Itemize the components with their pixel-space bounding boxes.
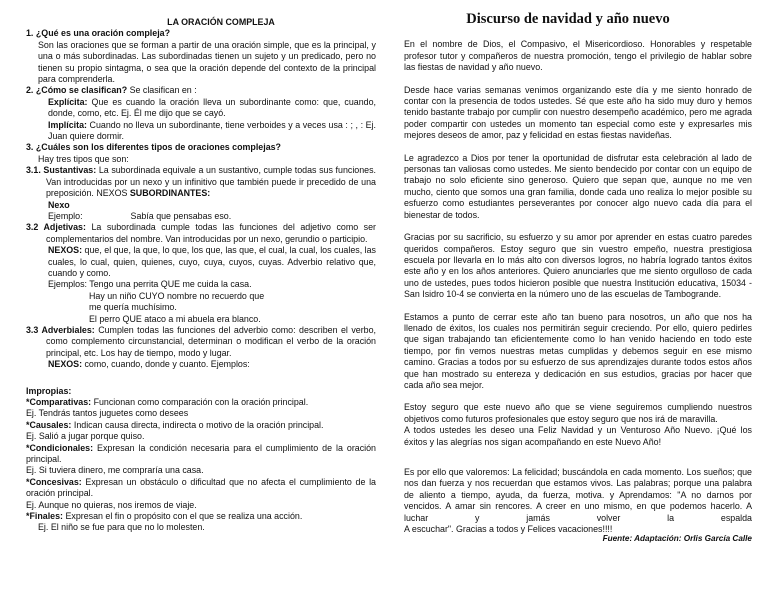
s31-bold: SUBORDINANTES: <box>129 188 211 199</box>
s32-nexos-text: que, el que, la que, lo que, los que, las que, el cual, la cual, los cuales, las cuales, lo cual, quien, quienes, cuyo, cuya, cuyos, cuyas. Adverbio relativo que, cuando y como. <box>48 245 376 278</box>
caus-text: Indican causa directa, indirecta o motivo de la oración principal. <box>71 419 324 430</box>
speech-paragraph-2: Desde hace varias semanas venimos organizando este día y me siento honrado de contar con la presencia de todos ustedes. Sé que este año ha sido muy duro y hemos tenido bastante trabajo por cumplir con nuestro desempeño académico, pero me agrada poder compartir con ustedes un momento tan especial como este y expresarles mis mejores deseos de amor, paz y felicidad en estas fiestas navideñas. <box>404 84 752 141</box>
comparativas <box>26 397 376 408</box>
right-column <box>404 0 752 545</box>
s32-nexos <box>26 245 376 279</box>
cond-label: *Condicionales: <box>26 442 94 453</box>
implicita <box>26 120 376 143</box>
ej32-3: me quería muchísimo. <box>89 302 177 313</box>
explicita <box>26 97 376 120</box>
fin-text: Expresan el fin o propósito con el que se realiza una acción. <box>63 511 303 522</box>
finales-example: Ej. El niño se fue para que no lo molesten. <box>38 522 205 533</box>
speech-paragraph-6: Estoy seguro que este nuevo año que se viene seguiremos cumpliendo nuestros objetivos como futuros profesionales que estoy seguro que nos irá de maravilla. <box>404 402 752 424</box>
s32-label: 3.2 Adjetivas: <box>26 222 86 233</box>
ejemplo-text: Sabía que pensabas eso. <box>130 210 232 221</box>
explicita-label: Explícita: <box>48 96 88 107</box>
implicita-label: Implícita: <box>48 119 87 130</box>
section-3-2 <box>26 222 376 245</box>
source-credit: Fuente: Adaptación: Orlis García Calle <box>602 534 752 544</box>
ejemplo-label: Ejemplo: <box>48 210 83 221</box>
q2-label: 2. ¿Cómo se clasifican? <box>26 85 128 96</box>
question-3: 3. ¿Cuáles son los diferentes tipos de oraciones complejas? <box>26 142 281 153</box>
speech-title: Discurso de navidad y año nuevo <box>466 11 670 27</box>
speech-paragraph-1: En el nombre de Dios, el Compasivo, el Misericordioso. Honorables y respetable profesor tutor y compañeros de nuestra promoción, tengo el privilegio de hablar sobre las fiestas de navidad y año nuevo. <box>404 39 752 73</box>
comparativas-example: Ej. Tendrás tantos juguetes como desees <box>26 408 189 419</box>
conc-text: Expresan un obstáculo o dificultad que no afecta el cumplimiento de la oración principal. <box>26 476 376 499</box>
causales-example: Ej. Salió a jugar porque quiso. <box>26 431 145 442</box>
s33-nexos-label: NEXOS: <box>48 359 83 370</box>
concesivas-example: Ej. Aunque no quieras, nos iremos de viaje. <box>26 499 197 510</box>
explicita-text: Que es cuando la oración lleva un subordinante como: que, cuando, donde, como, etc. Ej. Él me dijo que se cayó. <box>48 96 376 119</box>
fin-label: *Finales: <box>26 511 63 522</box>
s32-nexos-label: NEXOS: <box>48 245 83 256</box>
speech-paragraph-6b: A todos ustedes les deseo una Feliz Navidad y un Venturoso Año Nuevo. ¡Qué los éxitos y las alegrías nos sigan acompañando en este Nuevo Año! <box>404 425 752 447</box>
s33-nexos-text: como, cuando, donde y cuanto. Ejemplos: <box>82 359 250 370</box>
impropias-heading: Impropias: <box>26 385 72 396</box>
question-1: 1. ¿Qué es una oración compleja? <box>26 28 171 39</box>
condicionales-example: Ej. Si tuviera dinero, me compraría una casa. <box>26 465 204 476</box>
caus-label: *Causales: <box>26 419 72 430</box>
conc-label: *Concesivas: <box>26 476 82 487</box>
finales <box>26 511 376 522</box>
comp-text: Funcionan como comparación con la oración principal. <box>91 397 309 407</box>
s31-label: 3.1. Sustantivas: <box>26 165 97 176</box>
q2-tail: Se clasifican en : <box>127 85 197 96</box>
speech-closing-line: A escuchar". Gracias a todos y Felices vacaciones!!!! <box>404 524 613 535</box>
section-3-3 <box>26 325 376 359</box>
s33-nexos <box>26 359 376 370</box>
concesivas <box>26 477 376 500</box>
speech-paragraph-5: Estamos a punto de cerrar este año tan bueno para nosotros, un año que nos ha llenado de éxitos, los cuales nos permitirán seguir creciendo. Por ello, quiero pedirles que sigan trabajando tan eficientemente como lo han venido haciendo en todo este tiempo, por fin vemos nuestras metas cumplidas y debemos seguir en ese mismo camino. Gracias a todos por su esfuerzo de sus aprendizajes durante todos estos años que han mostrado su entereza y dedicación en sus estudios, gracias por hacer que cada año sea mejor. <box>404 311 752 390</box>
left-title: LA ORACIÓN COMPLEJA <box>167 17 275 27</box>
ej32-1: Ejemplos: Tengo una perrita QUE me cuida la casa. <box>48 279 252 290</box>
section-3-1 <box>26 165 376 199</box>
nexo-label: Nexo <box>48 199 70 210</box>
s33-label: 3.3 Adverbiales: <box>26 324 95 335</box>
causales <box>26 420 376 431</box>
cond-text: Expresan la condición necesaria para el cumplimiento de la oración principal. <box>26 442 376 465</box>
comp-label: *Comparativas: <box>26 397 92 407</box>
speech-paragraph-4: Gracias por su sacrificio, su esfuerzo y su amor por aprender en estas cuatro paredes queridos compañeros. Estoy seguro que sin vuestro empeño, nuestra prestigiosa escuela por llevarla en lo más alto con diversos logros, no habría logrado tantos éxitos este año y en los años anteriores. Quiero anunciarles que me siento orgulloso de cada uno de ustedes, pues todos hicieron posible que nuestra Institución educativa, 15034 - San Isidro 10-4 se convierta en la número uno de las escuelas de Tambogrande. <box>404 232 752 300</box>
speech-paragraph-3: Le agradezco a Dios por tener la oportunidad de disfrutar esta celebración al lado de personas tan valiosas como ustedes. Me siento bendecido por contar con un equipo de trabajo no solo eficiente sino generoso. Quiero que sepan que, aunque no me ven mucho, ciento que somos una gran familia, donde cada uno realiza lo mejor posible su esfuerzo como estudiantes perseverantes por conocer algo nuevo cada día para el bienestar de todos. <box>404 152 752 220</box>
condicionales <box>26 443 376 466</box>
question-2 <box>26 85 376 96</box>
speech-paragraph-7: Es por ello que valoremos: La felicidad; buscándola en cada momento. Los sueños; que nos dan fuerza y nos recuerdan que estamos vivos. Las palabras; porque una palabra de aliento a tiempo, ayuda, da fuerza, motiva. y Aprendamos: "A no darnos por vencidos. A amar sin rencores. A creer en uno mismo, en que podemos hacerlo. A luchar y jamás volver la espalda <box>404 467 752 523</box>
s32-text: La subordinada cumple todas las funciones del adjetivo como ser complementarios del nombre. Van introducidas por un nexo, gerundio o participio. <box>46 222 376 244</box>
ej32-4: El perro QUE ataco a mi abuela era blanco. <box>89 313 261 324</box>
implicita-text: Cuando no lleva un subordinante, tiene verboides y a veces usa : ; , : Ej. Juan quiere dormir. <box>48 119 376 142</box>
left-column <box>26 0 376 534</box>
ej32-2: Hay un niño CUYO nombre no recuerdo que <box>89 290 265 301</box>
q3-intro: Hay tres tipos que son: <box>38 153 129 164</box>
ejemplo-3-1 <box>26 211 376 222</box>
s33-text: Cumplen todas las funciones del adverbio como: describen el verbo, como complemento circunstancial, determinan o modifican el verbo de la oración principal, etc. Los hay de tiempo, modo y lugar. <box>46 324 376 358</box>
q1-body: Son las oraciones que se forman a partir de una oración simple, que es la principal, y una o más subordinadas. Las subordinadas tienen un sujeto y un predicado, pero no tienen su propio sintagma, o sea que la oración depende del contexto de la principal para comprenderla. <box>38 39 376 85</box>
s31-text: La subordinada equivale a un sustantivo, cumple todas sus funciones. Van introducidas por un nexo y un infinitivo que también puede ir precedido de una preposición. NEXOS <box>46 165 376 199</box>
